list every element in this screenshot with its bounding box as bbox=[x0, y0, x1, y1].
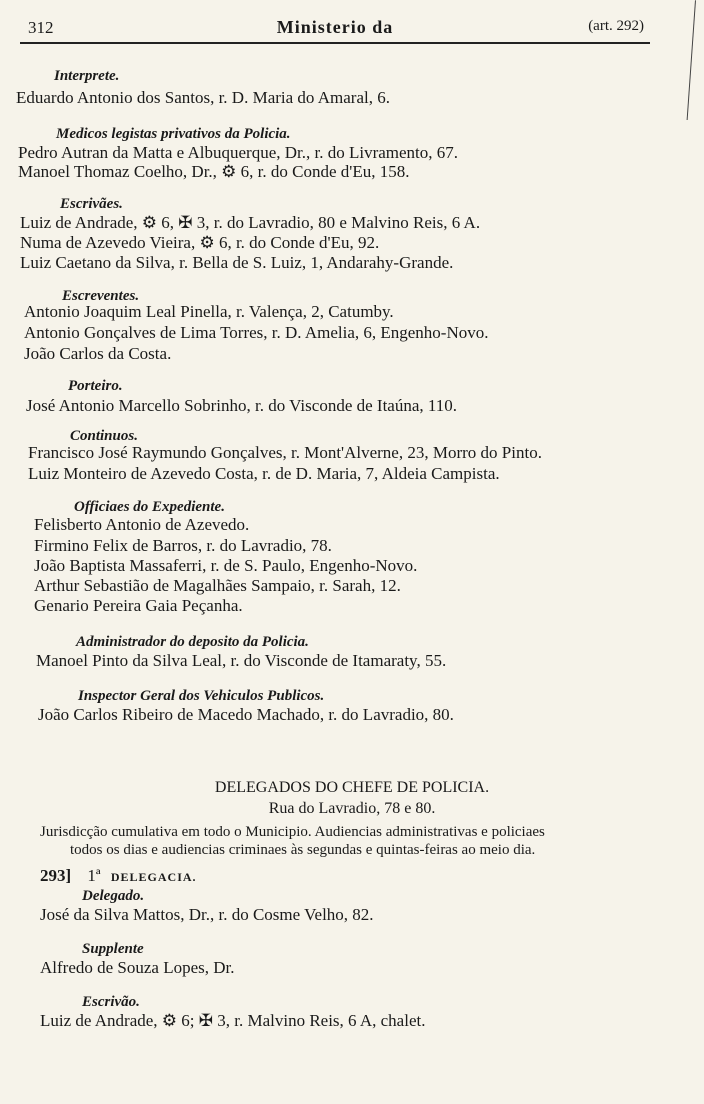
section-heading: Escreventes. bbox=[62, 288, 140, 304]
list-item: Antonio Gonçalves de Lima Torres, r. D. Amelia, 6, Engenho-Novo. bbox=[24, 323, 489, 342]
list-item: Luiz de Andrade, ⚙ 6, ✠ 3, r. do Lavradio, 80 e Malvino Reis, 6 A. bbox=[20, 213, 481, 232]
list-item: Antonio Joaquim Leal Pinella, r. Valença, 2, Catumby. bbox=[24, 302, 394, 321]
list-item: Eduardo Antonio dos Santos, r. D. Maria do Amaral, 6. bbox=[16, 88, 390, 107]
delegacia-ordinal: 1ª bbox=[87, 866, 101, 885]
list-item: Numa de Azevedo Vieira, ⚙ 6, r. do Conde d'Eu, 92. bbox=[20, 233, 380, 252]
list-item: Luiz Monteiro de Azevedo Costa, r. de D. Maria, 7, Aldeia Campista. bbox=[28, 464, 500, 483]
section-number-line bbox=[40, 866, 197, 887]
page-number: 312 bbox=[28, 18, 54, 37]
list-item: José Antonio Marcello Sobrinho, r. do Visconde de Itaúna, 110. bbox=[26, 396, 458, 415]
escrivao-heading: Escrivão. bbox=[82, 994, 140, 1010]
jurisdiction-line: Jurisdicção cumulativa em todo o Municipio. Audiencias administrativas e policiaes bbox=[40, 824, 545, 840]
delegados-address: Rua do Lavradio, 78 e 80. bbox=[268, 800, 436, 817]
section-number: 293] bbox=[40, 866, 72, 885]
jurisdiction-line: todos os dias e audiencias criminaes às segundas e quintas-feiras ao meio dia. bbox=[70, 842, 536, 858]
running-title: Ministerio da bbox=[276, 17, 394, 37]
list-item: João Baptista Massaferri, r. de S. Paulo, Engenho-Novo. bbox=[34, 556, 418, 575]
delegado-heading: Delegado. bbox=[82, 888, 145, 904]
list-item: Manoel Pinto da Silva Leal, r. do Visconde de Itamaraty, 55. bbox=[36, 651, 447, 670]
list-item: Genario Pereira Gaia Peçanha. bbox=[34, 596, 243, 615]
section-heading: Porteiro. bbox=[68, 378, 123, 394]
list-item: João Carlos da Costa. bbox=[24, 344, 172, 363]
section-heading: Inspector Geral dos Vehiculos Publicos. bbox=[78, 688, 325, 704]
section-heading: Interprete. bbox=[54, 68, 120, 84]
delegados-title: DELEGADOS DO CHEFE DE POLICIA. bbox=[214, 779, 490, 796]
page-header bbox=[20, 16, 650, 44]
list-item: Felisberto Antonio de Azevedo. bbox=[34, 515, 250, 534]
list-item: Firmino Felix de Barros, r. do Lavradio, 78. bbox=[34, 536, 332, 555]
section-heading: Officiaes do Expediente. bbox=[74, 499, 225, 515]
delegado-entry: José da Silva Mattos, Dr., r. do Cosme Velho, 82. bbox=[40, 905, 374, 924]
list-item: Pedro Autran da Matta e Albuquerque, Dr., r. do Livramento, 67. bbox=[18, 143, 459, 162]
list-item: João Carlos Ribeiro de Macedo Machado, r. do Lavradio, 80. bbox=[38, 705, 454, 724]
section-heading: Administrador do deposito da Policia. bbox=[76, 634, 309, 650]
list-item: Francisco José Raymundo Gonçalves, r. Mont'Alverne, 23, Morro do Pinto. bbox=[28, 443, 542, 462]
article-ref: (art. 292) bbox=[588, 18, 644, 34]
delegacia-label: DELEGACIA. bbox=[110, 870, 197, 884]
page-edge-rule bbox=[679, 0, 696, 120]
list-item: Luiz Caetano da Silva, r. Bella de S. Luiz, 1, Andarahy-Grande. bbox=[20, 253, 454, 272]
supplente-heading: Supplente bbox=[82, 941, 144, 957]
list-item: Arthur Sebastião de Magalhães Sampaio, r. Sarah, 12. bbox=[34, 576, 401, 595]
escrivao-entry: Luiz de Andrade, ⚙ 6; ✠ 3, r. Malvino Reis, 6 A, chalet. bbox=[40, 1011, 426, 1030]
list-item: Manoel Thomaz Coelho, Dr., ⚙ 6, r. do Conde d'Eu, 158. bbox=[18, 162, 410, 181]
section-heading: Medicos legistas privativos da Policia. bbox=[56, 126, 291, 142]
supplente-entry: Alfredo de Souza Lopes, Dr. bbox=[40, 958, 235, 977]
section-heading: Continuos. bbox=[70, 428, 138, 444]
section-heading: Escrivães. bbox=[60, 196, 123, 212]
